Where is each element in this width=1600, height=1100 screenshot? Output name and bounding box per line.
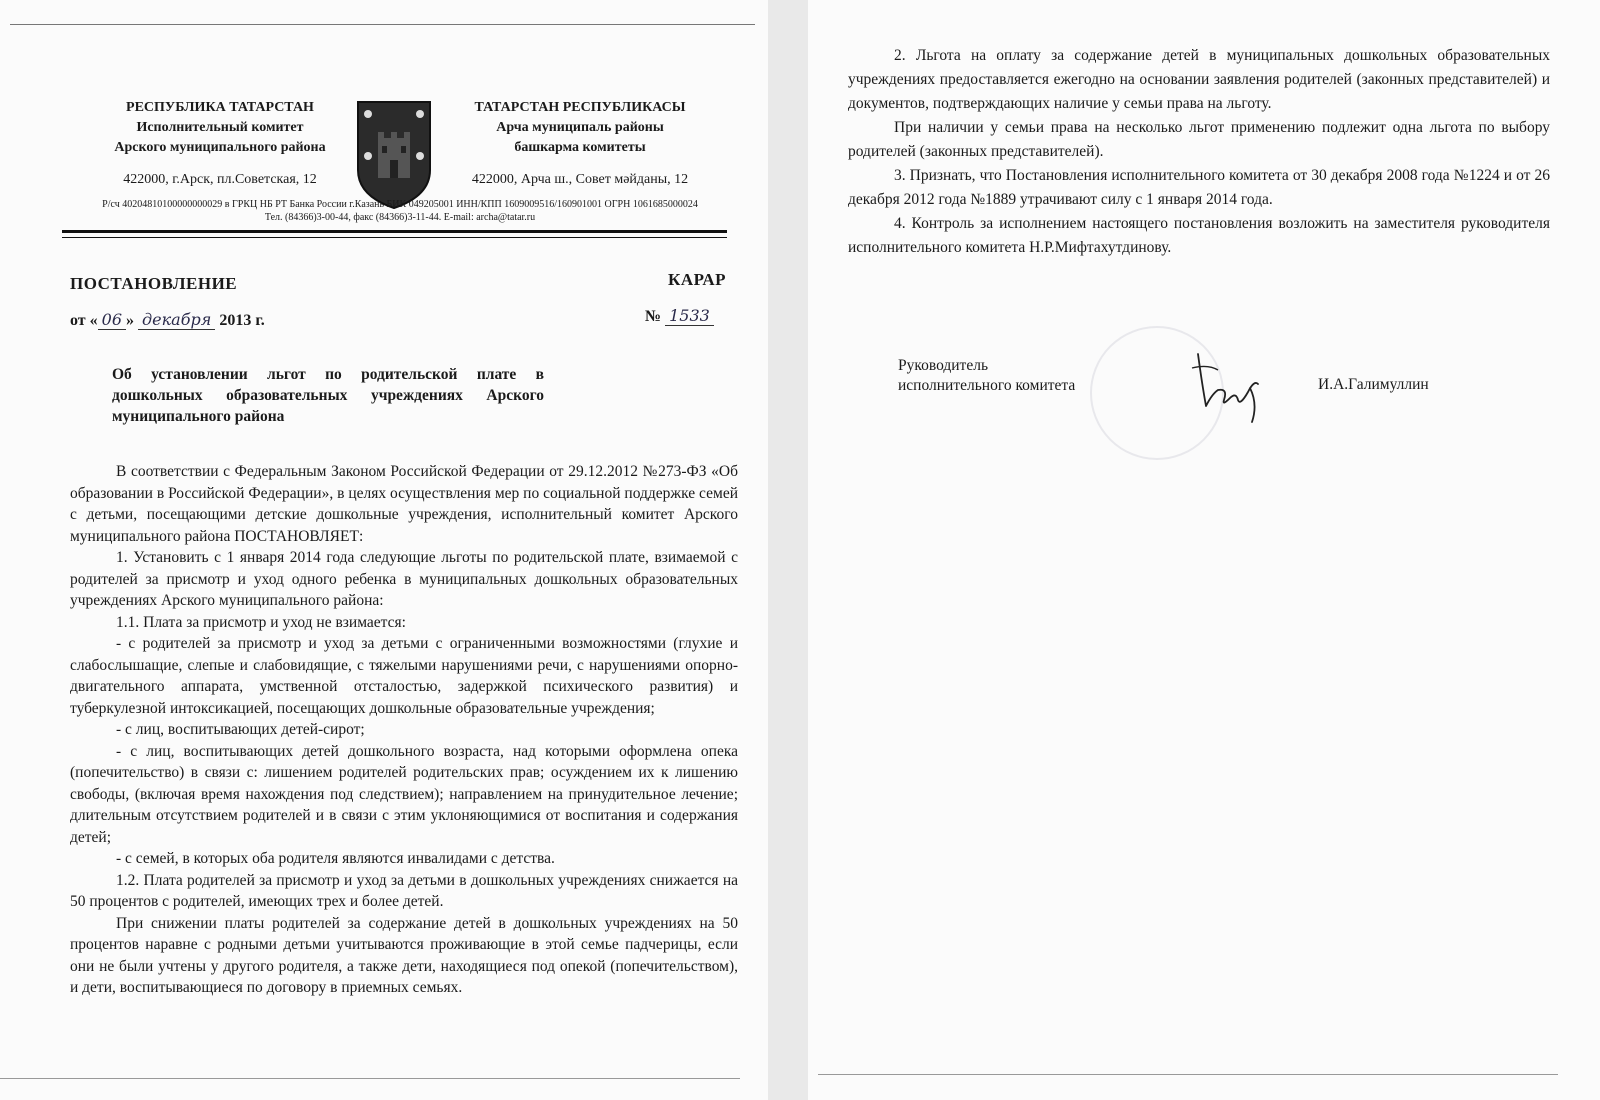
requisites-line-2: Тел. (84366)3-00-44, факс (84366)3-11-44. E-mail: archa@tatar.ru [264,212,536,223]
body-paragraph: 3. Признать, что Постановления исполнительного комитета от 30 декабря 2008 года №1224 и от 26 декабря 2012 года №1889 утрачивают силу с 1 января 2014 года. [848,167,1550,208]
header-left-line-2: Исполнительный комитет [136,120,304,135]
scan-edge-line [818,1074,1558,1075]
header-right-address: 422000, Арча ш., Совет мәйданы, 12 [471,172,689,187]
body-paragraph: При наличии у семьи права на несколько льгот применению подлежит одна льгота по выбору родителей (законных представителей). [848,119,1550,160]
header-right-line-2: Арча муниципаль районы [496,120,664,135]
header-right-line-3: башкарма комитеты [514,140,646,155]
page-right [808,0,1600,1100]
date-month: декабря [138,310,215,330]
number-value: 1533 [665,306,714,326]
body-paragraph: 4. Контроль за исполнением настоящего постановления возложить на заместителя руководителя исполнительного комитета Н.Р.Мифтахутдинову. [848,215,1550,256]
body-paragraph: При снижении платы родителей за содержание детей в дошкольных учреждениях на 50 процентов наравне с родными детьми учитываются проживающие в этой семье падчерицы, если они не были учтены у другого родителя, а также дети, находящиеся под опекой (попечительством), и дети, воспитывающиеся по договору в приемных семьях. [70,914,738,996]
page-left [0,0,768,1100]
body-paragraph: В соответствии с Федеральным Законом Российской Федерации от 29.12.2012 №273-ФЗ «Об образовании в Российской Федерации», в целях осуществления мер по социальной поддержке семей с детьми, посещающими детские дошкольные учреждения, исполнительный комитет Арского муниципального района ПОСТАНОВЛЯЕТ: [70,463,738,545]
body-right [848,44,1550,260]
doc-number [645,306,714,326]
header-left-block [80,98,360,190]
date-mid: » [126,312,135,329]
body-paragraph: 1.1. Плата за присмотр и уход не взимается: [116,613,406,631]
header-right-block [440,98,720,190]
body-paragraph: - с родителей за присмотр и уход за детьми с ограниченными возможностями (глухие и слабослышащие, слепые и слабовидящие, с тяжелыми нарушениями речи, с нарушениями опорно-двигательного аппарата, умственной отсталостью, задержкой психического развития) и туберкулезной интоксикацией, посещающих дошкольные образовательные учреждения; [70,635,738,717]
scan-edge-line [10,24,755,25]
header-left-line-1: РЕСПУБЛИКА ТАТАРСТАН [126,100,314,115]
date-prefix: от « [70,312,98,329]
date-day: 06 [98,310,126,330]
handwritten-signature-icon [1188,344,1278,424]
requisites-line-1: Р/сч 40204810100000000029 в ГРКЦ НБ РТ Банка России г.Казань БИК 049205001 ИНН/КПП 1609009516/160901001 ОГРН 1061685000024 [102,199,698,210]
doc-type-tt: КАРАР [668,270,726,289]
doc-date [70,310,265,330]
signatory-name: И.А.Галимуллин [1318,376,1429,393]
scan-edge-line [0,1078,740,1079]
body-paragraph: 1.2. Плата родителей за присмотр и уход за детьми в дошкольных учреждениях снижается на 50 процентов с родителей, имеющих трех и более детей. [70,871,738,910]
header-rule-thick [62,230,727,233]
header-left-address: 422000, г.Арск, пл.Советская, 12 [123,172,317,187]
coat-of-arms-icon [354,100,434,210]
date-year: 2013 г. [219,312,265,329]
header-right-line-1: ТАТАРСТАН РЕСПУБЛИКАСЫ [474,100,686,115]
body-left [70,461,738,999]
body-paragraph: - с семей, в которых оба родителя являются инвалидами с детства. [116,850,555,867]
body-paragraph: - с лиц, воспитывающих детей-сирот; [116,721,365,738]
doc-type-ru: ПОСТАНОВЛЕНИЕ [70,274,238,293]
signatory-role [898,356,1075,396]
header-rule-thin [62,237,727,238]
number-prefix: № [645,308,662,325]
bank-requisites [60,198,740,224]
signatory-role-line-1: Руководитель [898,357,989,374]
signatory-role-line-2: исполнительного комитета [898,377,1076,394]
body-paragraph: - с лиц, воспитывающих детей дошкольного возраста, над которыми оформлена опека (попечительство) в связи с: лишением родителей родительских прав; осуждением их к лишению свободы, (включая время нахождения под следствием); направлением на принудительное лечение; длительным отсутствием родителей и в связи с этим уклоняющимися от воспитания и содержания детей; [70,742,738,846]
body-paragraph: 2. Льгота на оплату за содержание детей в муниципальных дошкольных образовательных учреждениях предоставляется ежегодно на основании заявления родителей (законных представителей) и документов, подтверждающих наличие у семьи права на льготу. [848,47,1550,112]
body-paragraph: 1. Установить с 1 января 2014 года следующие льготы по родительской плате, взимаемой с родителей за присмотр и уход одного ребенка в муниципальных дошкольных образовательных учреждениях Арского муниципального района: [70,549,738,609]
doc-title: Об установлении льгот по родительской плате в дошкольных образовательных учреждениях Арского муниципального района [112,366,544,425]
header-left-line-3: Арского муниципального района [114,140,326,155]
